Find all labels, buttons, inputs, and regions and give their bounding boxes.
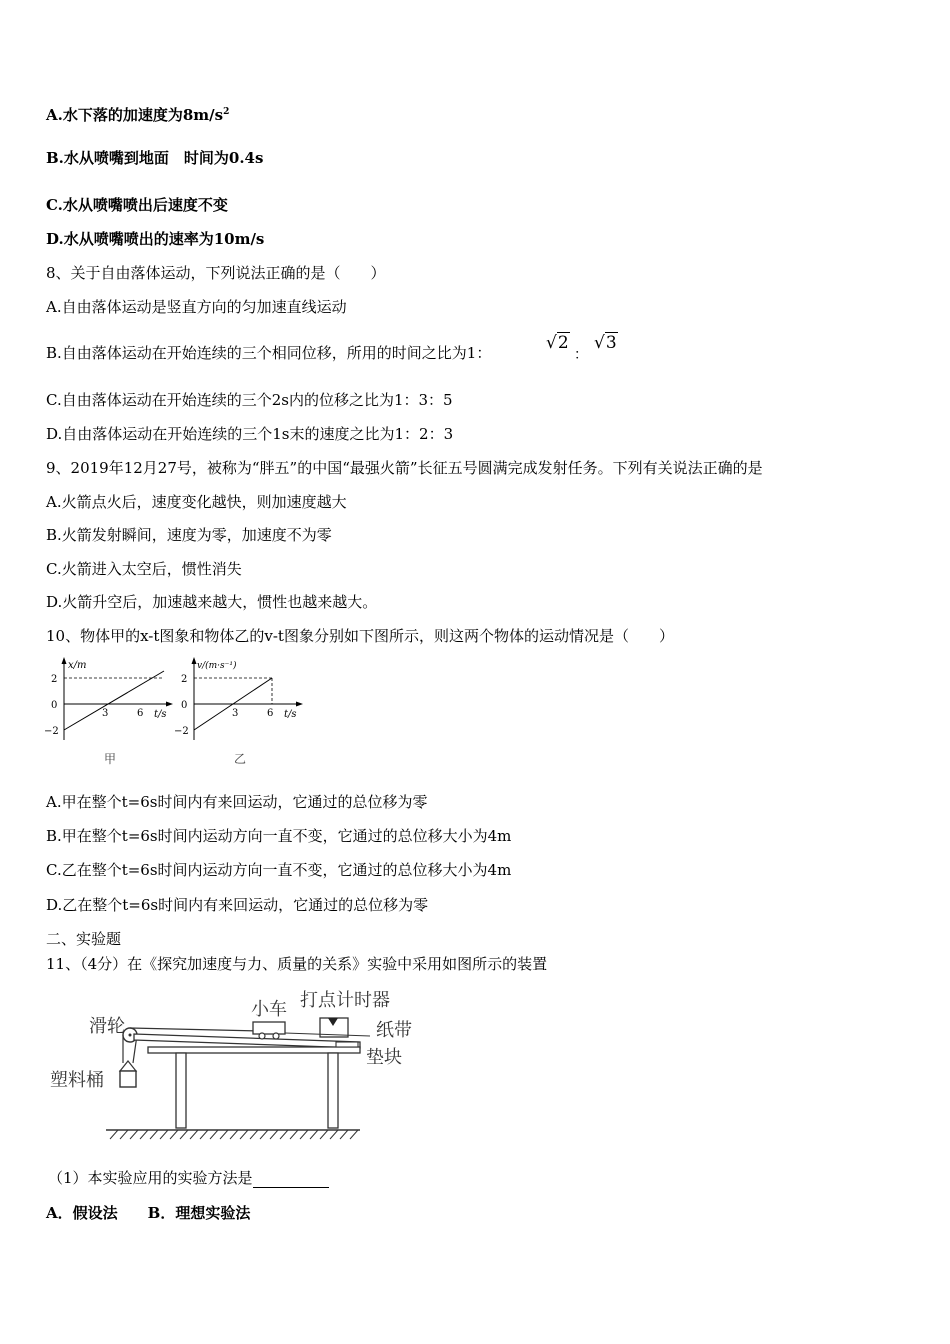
chart-yi-ylabel: v/(m·s⁻¹)	[197, 661, 237, 671]
q7-option-d: D.水从喷嘴喷出的速率为10m/s	[46, 230, 265, 248]
q8-option-b: B.自由落体运动在开始连续的三个相同位移，所用的时间之比为1：	[46, 344, 492, 362]
label-pulley: 滑轮	[89, 1016, 125, 1037]
chart-yi-xtick-3: 3	[232, 708, 239, 719]
chart-jia-xtick-6: 6	[137, 708, 144, 719]
chart-yi-x-arrow	[296, 702, 303, 707]
table-leg-left	[176, 1053, 186, 1128]
label-cart: 小车	[251, 999, 287, 1020]
cart-wheel-right	[273, 1033, 279, 1039]
label-timer: 打点计时器	[300, 990, 390, 1011]
q8-option-d: D.自由落体运动在开始连续的三个1s末的速度之比为1：2：3	[46, 425, 454, 443]
apparatus-diagram	[100, 1005, 370, 1150]
q9-stem: 9、2019年12月27号，被称为“胖五”的中国“最强火箭”长征五号圆满完成发射任务。下列有关说法正确的是	[46, 459, 763, 477]
chart-yi-xlabel: t/s	[284, 709, 297, 720]
string-horizontal	[130, 1028, 260, 1031]
bucket-body	[120, 1071, 136, 1087]
q8-sqrt-2-radicand: 2	[557, 333, 569, 353]
chart-yi-xtick-6: 6	[267, 708, 274, 719]
q11-answer-blank	[253, 1173, 329, 1188]
label-pad: 垫块	[366, 1047, 402, 1068]
q11-options: A．假设法 B．理想实验法	[46, 1204, 251, 1222]
chart-yi-ytick-top: 2	[181, 674, 188, 685]
q8-sqrt-3: √3	[594, 333, 617, 353]
chart-yi-ytick-bottom: −2	[174, 726, 189, 737]
label-bucket: 塑料桶	[50, 1070, 104, 1091]
chart-jia-y-arrow	[62, 657, 67, 664]
q7-option-b: B.水从喷嘴到地面 时间为0.4s	[46, 149, 264, 167]
chart-yi-vt	[170, 655, 310, 770]
q8-ratio-separator: ：	[574, 347, 588, 363]
ground-hatching	[110, 1130, 358, 1139]
q8-stem: 8、关于自由落体运动，下列说法正确的是（ ）	[46, 264, 386, 282]
chart-jia-ylabel: x/m	[68, 660, 87, 671]
q7-option-a-sup: 2	[223, 107, 230, 117]
label-tape: 纸带	[376, 1020, 412, 1041]
q9-option-c: C.火箭进入太空后，惯性消失	[46, 560, 242, 578]
table-leg-right	[328, 1053, 338, 1128]
q8-option-a: A.自由落体运动是竖直方向的匀加速直线运动	[46, 298, 347, 316]
chart-jia-caption: 甲	[104, 752, 117, 766]
chart-jia-xt	[40, 655, 180, 770]
q10-option-c: C.乙在整个t=6s时间内运动方向一直不变，它通过的总位移大小为4m	[46, 861, 512, 879]
chart-yi-ytick-zero: 0	[181, 700, 188, 711]
q11-sub1	[48, 1168, 329, 1188]
q8-sqrt-2: √2	[546, 333, 569, 353]
q8-option-c: C.自由落体运动在开始连续的三个2s内的位移之比为1：3：5	[46, 391, 453, 409]
table-top	[148, 1047, 360, 1053]
q10-option-d: D.乙在整个t=6s时间内有来回运动，它通过的总位移为零	[46, 896, 429, 914]
q9-option-b: B.火箭发射瞬间，速度为零，加速度不为零	[46, 526, 332, 544]
chart-jia-ytick-zero: 0	[51, 700, 58, 711]
chart-jia-xlabel: t/s	[154, 709, 167, 720]
chart-yi-y-arrow	[192, 657, 197, 664]
q10-option-a: A.甲在整个t=6s时间内有来回运动，它通过的总位移为零	[46, 793, 428, 811]
chart-jia-ytick-bottom: −2	[44, 726, 59, 737]
q10-stem: 10、物体甲的x-t图象和物体乙的v-t图象分别如下图所示，则这两个物体的运动情况是（ ）	[46, 627, 674, 645]
q7-option-a	[46, 102, 229, 125]
chart-yi-caption: 乙	[234, 752, 247, 766]
q7-option-c: C.水从喷嘴喷出后速度不变	[46, 196, 228, 214]
cart-body	[253, 1022, 285, 1034]
q9-option-a: A.火箭点火后，速度变化越快，则加速度越大	[46, 493, 347, 511]
q11-stem: 11、（4分）在《探究加速度与力、质量的关系》实验中采用如图所示的装置	[46, 955, 548, 973]
q7-option-a-text: A.水下落的加速度为8m/s	[46, 106, 224, 124]
q11-sub1-text: （1）本实验应用的实验方法是	[48, 1169, 253, 1187]
q9-option-d: D.火箭升空后，加速越来越大，惯性也越来越大。	[46, 593, 378, 611]
section-experiment-title: 二、实验题	[46, 930, 122, 948]
q10-option-b: B.甲在整个t=6s时间内运动方向一直不变，它通过的总位移大小为4m	[46, 827, 512, 845]
chart-jia-ytick-top: 2	[51, 674, 58, 685]
q8-sqrt-3-radicand: 3	[605, 333, 617, 353]
chart-jia-xtick-3: 3	[102, 708, 109, 719]
pad-block	[336, 1042, 358, 1047]
pulley-axle	[129, 1034, 132, 1037]
chart-jia-series-line	[64, 671, 164, 730]
cart-wheel-left	[259, 1033, 265, 1039]
